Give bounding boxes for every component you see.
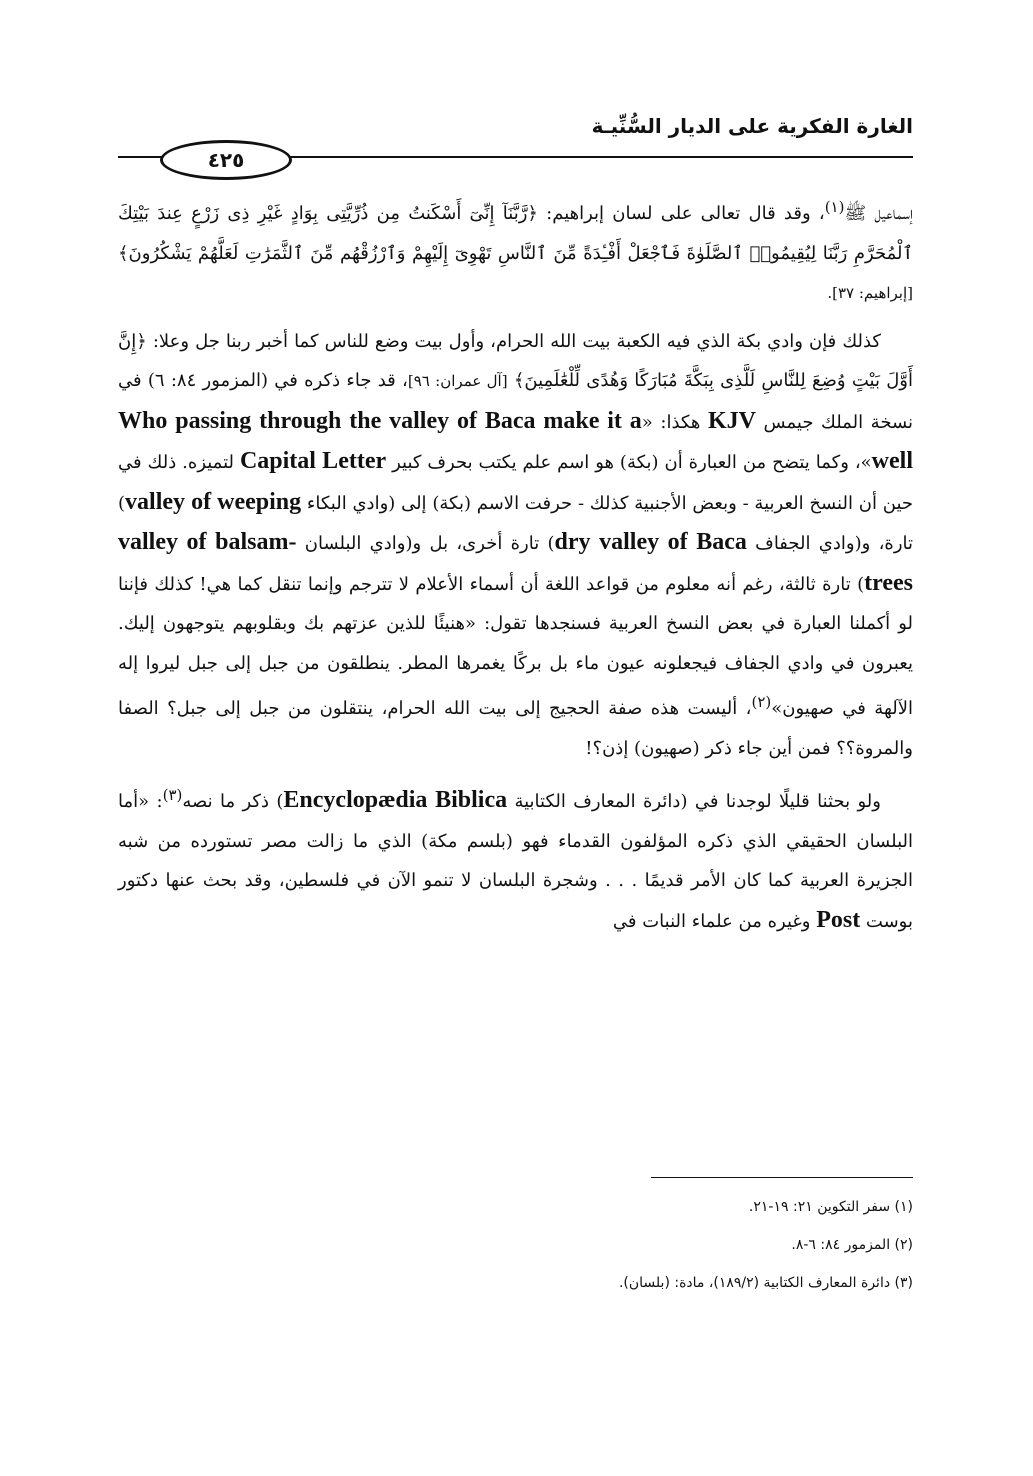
latin-capital-letter: Capital Letter <box>239 448 387 474</box>
text-run: ) ذكر ما نصه <box>182 791 284 812</box>
quran-verse-ibrahim: ﴿رَّبَّنَآ إِنِّىٓ أَسْكَنتُ مِن ذُرِّيَّتِى بِوَادٍ غَيْرِ ذِى زَرْعٍ عِندَ بَيْتِكَ ٱلْمُحَرَّمِ رَبَّنَا لِيُقِيمُوا۟ ٱلصَّلَوٰةَ فَٱجْعَلْ أَفْـِٔدَةً مِّنَ ٱلنَّاسِ تَهْوِىٓ إِلَيْهِمْ وَٱرْزُقْهُم مِّنَ ٱلثَّمَرَٰتِ لَعَلَّهُمْ يَشْكُرُونَ﴾ <box>118 203 913 264</box>
running-title: الغارة الفكرية على الديار السُّنِّيـة <box>591 114 913 138</box>
latin-quote: Who passing through the valley of Baca make it a well <box>118 407 913 474</box>
text-run: ) تارة أخرى، بل و(وادي البلسان <box>296 533 555 554</box>
text-run: ، وقد قال تعالى على لسان إبراهيم: <box>537 203 825 224</box>
text-run: لتميزه. ذلك في حين أن النسخ العربية - وبعض الأجنبية كذلك - حرفت الاسم (بكة) إلى (وادي البكاء <box>118 452 913 514</box>
verse-reference: [آل عمران: ٩٦] <box>407 372 508 390</box>
text-run: ، أليست هذه صفة الحجيج إلى بيت الله الحرام، ينتقلون من جبل إلى جبل؟ الصفا والمروة؟؟ فمن أين جاء ذكر (صهيون) إذن؟! <box>118 698 913 759</box>
text-run: »، وكما يتضح من العبارة أن (بكة) هو اسم علم يكتب بحرف كبير <box>386 452 872 473</box>
verse-reference: [إبراهيم: ٣٧]. <box>827 284 913 302</box>
text-run: ) تارة، و(وادي الجفاف <box>118 492 914 554</box>
footnote-marker-2: (٢) <box>751 693 772 711</box>
paragraph-2 <box>118 322 913 769</box>
footnotes <box>118 1188 913 1302</box>
footnote-marker-1: (١) <box>824 198 845 216</box>
text-run: ) تارة ثالثة، رغم أنه معلوم من قواعد اللغة أن أسماء الأعلام لا تترجم وإنما تنقل كما هي! كذلك فإننا لو أكملنا العبارة في بعض النسخ العربية فسنجدها تقول: «هنيئًا للذين عزتهم بك وبقلوبهم يتوجهون إليك. يعبرون في وادي الجفاف فيجعلونه عيون ماء بل بركًا يغمرها المطر. ينطلقون من جبل إلى جبل ليروا إله الآلهة في صهيون» <box>118 573 913 719</box>
footnote-separator <box>651 1177 913 1178</box>
text-run: إسماعيل ﷺ <box>844 203 913 224</box>
text-run: وغيره من علماء النبات في <box>612 910 817 932</box>
footnote-1: (١) سفر التكوين ٢١: ١٩-٢١. <box>748 1199 913 1215</box>
text-run: ، قد جاء ذكره في (المزمور ٨٤: ٦) في نسخة الملك جيمس <box>118 370 914 433</box>
quran-verse-al-imran: ﴿إِنَّ أَوَّلَ بَيْتٍ وُضِعَ لِلنَّاسِ لَلَّذِى بِبَكَّةَ مُبَارَكًا وَهُدًى لِّلْعَٰلَمِينَ﴾ <box>118 330 913 391</box>
text-run: ولو بحثنا قليلًا لوجدنا في (دائرة المعارف الكتابية <box>507 791 881 812</box>
latin-balsam-trees: valley of balsam-trees <box>118 529 913 596</box>
paragraph-1 <box>118 188 913 314</box>
main-text <box>118 188 913 941</box>
latin-encyclopaedia-biblica: Encyclopædia Biblica <box>283 787 508 813</box>
page-number-badge <box>160 140 292 180</box>
text-run: كذلك فإن وادي بكة الذي فيه الكعبة بيت الله الحرام، وأول بيت وضع للناس كما أخبر ربنا جل وعلا: <box>146 330 881 352</box>
latin-valley-of-weeping: valley of weeping <box>125 488 302 515</box>
text-run: هكذا: « <box>641 411 708 433</box>
footnote-2: (٢) المزمور ٨٤: ٦-٨. <box>791 1237 913 1253</box>
page-header <box>118 112 913 182</box>
page-number: ٤٢٥ <box>207 148 245 172</box>
latin-dry-valley: dry valley of Baca <box>554 529 747 555</box>
footnote-3: (٣) دائرة المعارف الكتابية (١٨٩/٢)، مادة: (بلسان). <box>618 1275 913 1291</box>
footnote-marker-3: (٣) <box>162 786 183 804</box>
paragraph-3 <box>118 776 913 941</box>
latin-kjv: KJV <box>707 407 756 434</box>
latin-post: Post <box>816 906 861 933</box>
text-run: : «أما البلسان الحقيقي الذي ذكره المؤلفون القدماء فهو (بلسم مكة) الذي ما زالت مصر تستورده من شبه الجزيرة العربية كما كان الأمر قديمًا . . . وشجرة البلسان لا تنمو الآن في فلسطين، وقد بحث عنها دكتور بوست <box>118 791 913 932</box>
